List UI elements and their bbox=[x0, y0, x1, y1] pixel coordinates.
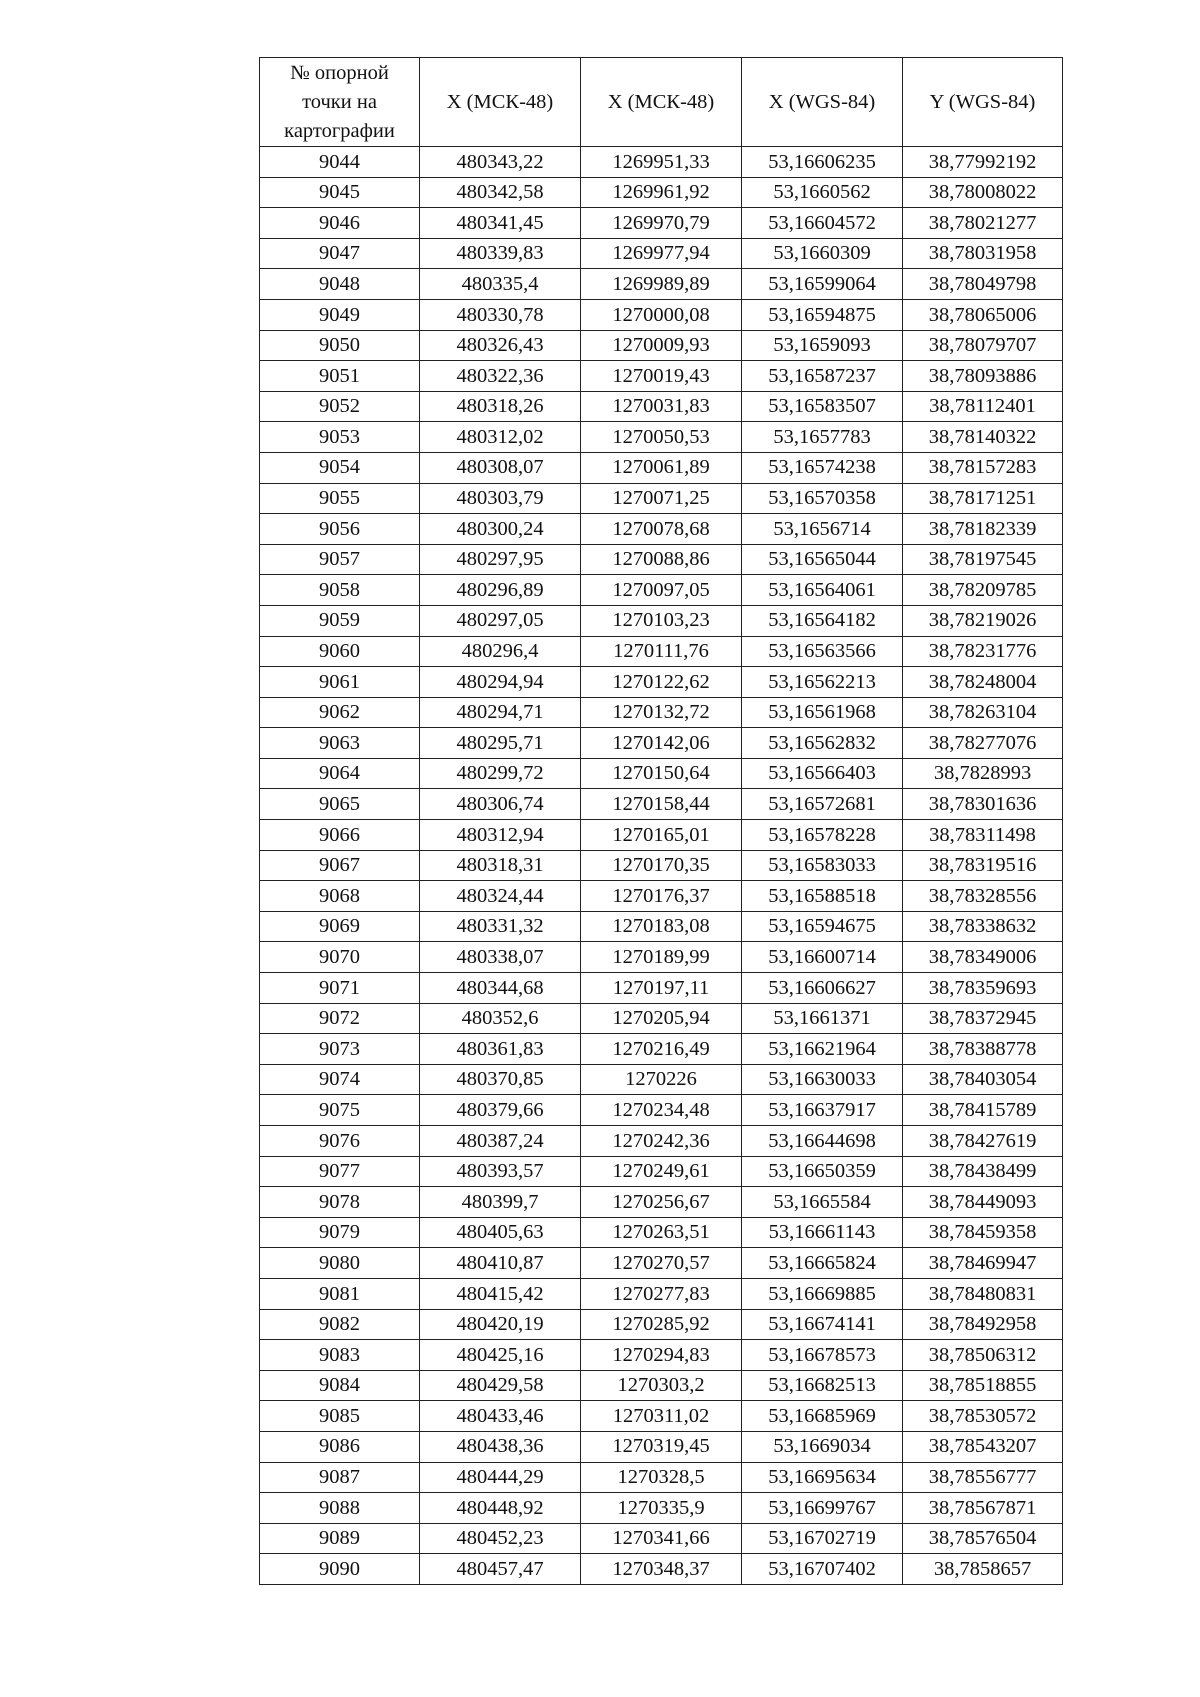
cell-x-msk48-second: 1270277,83 bbox=[581, 1278, 742, 1309]
cell-x-msk48: 480415,42 bbox=[420, 1278, 581, 1309]
cell-point-number: 9084 bbox=[260, 1370, 420, 1401]
cell-x-msk48: 480361,83 bbox=[420, 1034, 581, 1065]
cell-x-wgs84: 53,16594675 bbox=[742, 911, 903, 942]
cell-x-wgs84: 53,1660309 bbox=[742, 238, 903, 269]
cell-x-msk48: 480410,87 bbox=[420, 1248, 581, 1279]
cell-x-msk48: 480420,19 bbox=[420, 1309, 581, 1340]
header-point-number bbox=[260, 58, 420, 147]
cell-x-msk48: 480457,47 bbox=[420, 1554, 581, 1585]
cell-point-number: 9068 bbox=[260, 881, 420, 912]
cell-x-msk48: 480405,63 bbox=[420, 1217, 581, 1248]
table-row bbox=[260, 789, 1063, 820]
cell-x-wgs84: 53,1656714 bbox=[742, 514, 903, 545]
cell-y-wgs84: 38,78171251 bbox=[903, 483, 1063, 514]
table-row bbox=[260, 973, 1063, 1004]
cell-y-wgs84: 38,78530572 bbox=[903, 1401, 1063, 1432]
cell-point-number: 9050 bbox=[260, 330, 420, 361]
cell-y-wgs84: 38,78263104 bbox=[903, 697, 1063, 728]
cell-x-msk48: 480433,46 bbox=[420, 1401, 581, 1432]
table-row bbox=[260, 1554, 1063, 1585]
cell-point-number: 9087 bbox=[260, 1462, 420, 1493]
cell-y-wgs84: 38,78231776 bbox=[903, 636, 1063, 667]
cell-y-wgs84: 38,78556777 bbox=[903, 1462, 1063, 1493]
cell-x-msk48-second: 1270009,93 bbox=[581, 330, 742, 361]
cell-x-wgs84: 53,16604572 bbox=[742, 208, 903, 239]
cell-point-number: 9055 bbox=[260, 483, 420, 514]
cell-x-wgs84: 53,16563566 bbox=[742, 636, 903, 667]
cell-x-wgs84: 53,16661143 bbox=[742, 1217, 903, 1248]
cell-x-wgs84: 53,16699767 bbox=[742, 1493, 903, 1524]
cell-x-msk48-second: 1270071,25 bbox=[581, 483, 742, 514]
table-row bbox=[260, 361, 1063, 392]
cell-x-msk48-second: 1270132,72 bbox=[581, 697, 742, 728]
cell-y-wgs84: 38,78277076 bbox=[903, 728, 1063, 759]
cell-x-msk48-second: 1269961,92 bbox=[581, 177, 742, 208]
cell-x-wgs84: 53,16574238 bbox=[742, 452, 903, 483]
table-row bbox=[260, 728, 1063, 759]
cell-x-msk48: 480322,36 bbox=[420, 361, 581, 392]
cell-x-msk48: 480331,32 bbox=[420, 911, 581, 942]
cell-point-number: 9078 bbox=[260, 1187, 420, 1218]
cell-y-wgs84: 38,78049798 bbox=[903, 269, 1063, 300]
cell-y-wgs84: 38,78311498 bbox=[903, 820, 1063, 851]
cell-y-wgs84: 38,78415789 bbox=[903, 1095, 1063, 1126]
cell-x-msk48: 480344,68 bbox=[420, 973, 581, 1004]
cell-point-number: 9069 bbox=[260, 911, 420, 942]
header-row bbox=[260, 58, 1063, 147]
cell-x-msk48: 480297,05 bbox=[420, 605, 581, 636]
table-row bbox=[260, 330, 1063, 361]
cell-y-wgs84: 38,78518855 bbox=[903, 1370, 1063, 1401]
cell-x-msk48-second: 1269977,94 bbox=[581, 238, 742, 269]
table-row bbox=[260, 1095, 1063, 1126]
cell-point-number: 9082 bbox=[260, 1309, 420, 1340]
table-row bbox=[260, 1431, 1063, 1462]
cell-point-number: 9073 bbox=[260, 1034, 420, 1065]
cell-x-msk48: 480296,4 bbox=[420, 636, 581, 667]
table-row bbox=[260, 1126, 1063, 1157]
cell-x-msk48-second: 1270341,66 bbox=[581, 1523, 742, 1554]
table-row bbox=[260, 605, 1063, 636]
table-row bbox=[260, 1187, 1063, 1218]
cell-y-wgs84: 38,78182339 bbox=[903, 514, 1063, 545]
cell-point-number: 9065 bbox=[260, 789, 420, 820]
cell-x-msk48: 480339,83 bbox=[420, 238, 581, 269]
header-point-number-line-1: № опорной bbox=[290, 61, 389, 84]
cell-point-number: 9064 bbox=[260, 758, 420, 789]
table-row bbox=[260, 1370, 1063, 1401]
table-row bbox=[260, 514, 1063, 545]
table-header bbox=[260, 58, 1063, 147]
table-row bbox=[260, 881, 1063, 912]
cell-x-msk48-second: 1269989,89 bbox=[581, 269, 742, 300]
table-body bbox=[260, 147, 1063, 1585]
cell-y-wgs84: 38,78112401 bbox=[903, 391, 1063, 422]
cell-x-msk48-second: 1270165,01 bbox=[581, 820, 742, 851]
cell-x-msk48-second: 1270197,11 bbox=[581, 973, 742, 1004]
cell-x-msk48: 480438,36 bbox=[420, 1431, 581, 1462]
cell-point-number: 9048 bbox=[260, 269, 420, 300]
cell-y-wgs84: 38,78219026 bbox=[903, 605, 1063, 636]
cell-point-number: 9045 bbox=[260, 177, 420, 208]
cell-point-number: 9063 bbox=[260, 728, 420, 759]
cell-x-wgs84: 53,16644698 bbox=[742, 1126, 903, 1157]
cell-x-msk48-second: 1270319,45 bbox=[581, 1431, 742, 1462]
cell-y-wgs84: 38,77992192 bbox=[903, 147, 1063, 178]
cell-x-wgs84: 53,16702719 bbox=[742, 1523, 903, 1554]
cell-x-msk48-second: 1270176,37 bbox=[581, 881, 742, 912]
cell-y-wgs84: 38,78197545 bbox=[903, 544, 1063, 575]
cell-x-msk48-second: 1270328,5 bbox=[581, 1462, 742, 1493]
cell-y-wgs84: 38,78031958 bbox=[903, 238, 1063, 269]
table-row bbox=[260, 269, 1063, 300]
cell-x-msk48-second: 1270294,83 bbox=[581, 1340, 742, 1371]
cell-point-number: 9044 bbox=[260, 147, 420, 178]
cell-point-number: 9079 bbox=[260, 1217, 420, 1248]
cell-x-msk48-second: 1270249,61 bbox=[581, 1156, 742, 1187]
cell-x-wgs84: 53,16583507 bbox=[742, 391, 903, 422]
cell-x-msk48-second: 1270150,64 bbox=[581, 758, 742, 789]
cell-x-msk48-second: 1270019,43 bbox=[581, 361, 742, 392]
cell-y-wgs84: 38,78469947 bbox=[903, 1248, 1063, 1279]
table-row bbox=[260, 1462, 1063, 1493]
cell-y-wgs84: 38,78248004 bbox=[903, 667, 1063, 698]
cell-x-msk48: 480379,66 bbox=[420, 1095, 581, 1126]
table-row bbox=[260, 1493, 1063, 1524]
cell-point-number: 9074 bbox=[260, 1064, 420, 1095]
cell-x-msk48-second: 1269970,79 bbox=[581, 208, 742, 239]
cell-x-msk48: 480312,02 bbox=[420, 422, 581, 453]
cell-y-wgs84: 38,78079707 bbox=[903, 330, 1063, 361]
cell-x-msk48-second: 1270122,62 bbox=[581, 667, 742, 698]
cell-x-msk48-second: 1270189,99 bbox=[581, 942, 742, 973]
cell-x-wgs84: 53,16606627 bbox=[742, 973, 903, 1004]
cell-x-msk48-second: 1270234,48 bbox=[581, 1095, 742, 1126]
cell-point-number: 9089 bbox=[260, 1523, 420, 1554]
cell-y-wgs84: 38,78359693 bbox=[903, 973, 1063, 1004]
table-row bbox=[260, 1064, 1063, 1095]
cell-x-msk48: 480324,44 bbox=[420, 881, 581, 912]
cell-x-msk48-second: 1270088,86 bbox=[581, 544, 742, 575]
cell-point-number: 9090 bbox=[260, 1554, 420, 1585]
cell-x-msk48-second: 1270348,37 bbox=[581, 1554, 742, 1585]
cell-point-number: 9057 bbox=[260, 544, 420, 575]
cell-point-number: 9088 bbox=[260, 1493, 420, 1524]
cell-y-wgs84: 38,78492958 bbox=[903, 1309, 1063, 1340]
cell-point-number: 9060 bbox=[260, 636, 420, 667]
cell-x-msk48: 480342,58 bbox=[420, 177, 581, 208]
cell-point-number: 9081 bbox=[260, 1278, 420, 1309]
cell-x-msk48: 480341,45 bbox=[420, 208, 581, 239]
cell-x-msk48: 480312,94 bbox=[420, 820, 581, 851]
cell-point-number: 9070 bbox=[260, 942, 420, 973]
cell-y-wgs84: 38,7858657 bbox=[903, 1554, 1063, 1585]
cell-x-msk48: 480448,92 bbox=[420, 1493, 581, 1524]
cell-x-msk48-second: 1270170,35 bbox=[581, 850, 742, 881]
cell-x-msk48: 480300,24 bbox=[420, 514, 581, 545]
cell-point-number: 9066 bbox=[260, 820, 420, 851]
cell-x-msk48-second: 1270000,08 bbox=[581, 299, 742, 330]
cell-x-wgs84: 53,16561968 bbox=[742, 697, 903, 728]
cell-y-wgs84: 38,7828993 bbox=[903, 758, 1063, 789]
cell-x-msk48-second: 1270078,68 bbox=[581, 514, 742, 545]
table-row bbox=[260, 147, 1063, 178]
header-point-number-line-2: точки на bbox=[302, 90, 377, 113]
cell-x-msk48-second: 1269951,33 bbox=[581, 147, 742, 178]
cell-x-msk48-second: 1270183,08 bbox=[581, 911, 742, 942]
cell-x-msk48-second: 1270158,44 bbox=[581, 789, 742, 820]
cell-point-number: 9077 bbox=[260, 1156, 420, 1187]
cell-x-msk48-second: 1270050,53 bbox=[581, 422, 742, 453]
cell-x-wgs84: 53,16565044 bbox=[742, 544, 903, 575]
header-x-msk48-second: X (МСК-48) bbox=[581, 58, 742, 147]
cell-point-number: 9076 bbox=[260, 1126, 420, 1157]
cell-point-number: 9061 bbox=[260, 667, 420, 698]
cell-x-msk48: 480352,6 bbox=[420, 1003, 581, 1034]
cell-x-wgs84: 53,16600714 bbox=[742, 942, 903, 973]
cell-x-wgs84: 53,16707402 bbox=[742, 1554, 903, 1585]
cell-x-msk48-second: 1270242,36 bbox=[581, 1126, 742, 1157]
cell-y-wgs84: 38,78328556 bbox=[903, 881, 1063, 912]
cell-x-wgs84: 53,16570358 bbox=[742, 483, 903, 514]
cell-x-wgs84: 53,16669885 bbox=[742, 1278, 903, 1309]
cell-x-msk48: 480330,78 bbox=[420, 299, 581, 330]
cell-x-wgs84: 53,16665824 bbox=[742, 1248, 903, 1279]
cell-x-msk48-second: 1270205,94 bbox=[581, 1003, 742, 1034]
cell-point-number: 9053 bbox=[260, 422, 420, 453]
cell-x-msk48: 480452,23 bbox=[420, 1523, 581, 1554]
header-x-msk48: X (МСК-48) bbox=[420, 58, 581, 147]
cell-point-number: 9059 bbox=[260, 605, 420, 636]
cell-x-wgs84: 53,1669034 bbox=[742, 1431, 903, 1462]
cell-x-msk48: 480294,71 bbox=[420, 697, 581, 728]
cell-x-msk48-second: 1270031,83 bbox=[581, 391, 742, 422]
cell-x-wgs84: 53,16599064 bbox=[742, 269, 903, 300]
table-row bbox=[260, 942, 1063, 973]
cell-point-number: 9071 bbox=[260, 973, 420, 1004]
cell-point-number: 9052 bbox=[260, 391, 420, 422]
cell-point-number: 9047 bbox=[260, 238, 420, 269]
table-row bbox=[260, 1309, 1063, 1340]
cell-x-msk48: 480299,72 bbox=[420, 758, 581, 789]
cell-x-msk48-second: 1270303,2 bbox=[581, 1370, 742, 1401]
cell-y-wgs84: 38,78427619 bbox=[903, 1126, 1063, 1157]
cell-point-number: 9058 bbox=[260, 575, 420, 606]
cell-point-number: 9046 bbox=[260, 208, 420, 239]
table-row bbox=[260, 299, 1063, 330]
cell-x-wgs84: 53,1661371 bbox=[742, 1003, 903, 1034]
cell-x-msk48-second: 1270263,51 bbox=[581, 1217, 742, 1248]
cell-y-wgs84: 38,78506312 bbox=[903, 1340, 1063, 1371]
cell-y-wgs84: 38,78403054 bbox=[903, 1064, 1063, 1095]
cell-x-msk48-second: 1270285,92 bbox=[581, 1309, 742, 1340]
cell-x-msk48: 480343,22 bbox=[420, 147, 581, 178]
cell-x-msk48: 480338,07 bbox=[420, 942, 581, 973]
table-row bbox=[260, 667, 1063, 698]
cell-x-wgs84: 53,16562832 bbox=[742, 728, 903, 759]
table-row bbox=[260, 544, 1063, 575]
cell-y-wgs84: 38,78567871 bbox=[903, 1493, 1063, 1524]
table-row bbox=[260, 391, 1063, 422]
cell-y-wgs84: 38,78480831 bbox=[903, 1278, 1063, 1309]
header-point-number-line-3: картографии bbox=[284, 119, 395, 142]
cell-x-wgs84: 53,16621964 bbox=[742, 1034, 903, 1065]
table-row bbox=[260, 1003, 1063, 1034]
cell-x-msk48-second: 1270111,76 bbox=[581, 636, 742, 667]
cell-x-wgs84: 53,16564061 bbox=[742, 575, 903, 606]
table-row bbox=[260, 1401, 1063, 1432]
cell-x-msk48: 480370,85 bbox=[420, 1064, 581, 1095]
table-row bbox=[260, 1523, 1063, 1554]
cell-x-wgs84: 53,16578228 bbox=[742, 820, 903, 851]
cell-x-msk48: 480294,94 bbox=[420, 667, 581, 698]
cell-x-wgs84: 53,16637917 bbox=[742, 1095, 903, 1126]
cell-point-number: 9056 bbox=[260, 514, 420, 545]
table-row bbox=[260, 1248, 1063, 1279]
table-row bbox=[260, 758, 1063, 789]
cell-x-msk48: 480429,58 bbox=[420, 1370, 581, 1401]
cell-x-wgs84: 53,1665584 bbox=[742, 1187, 903, 1218]
cell-x-msk48-second: 1270226 bbox=[581, 1064, 742, 1095]
cell-x-msk48-second: 1270256,67 bbox=[581, 1187, 742, 1218]
cell-x-wgs84: 53,16630033 bbox=[742, 1064, 903, 1095]
table-row bbox=[260, 238, 1063, 269]
cell-y-wgs84: 38,78388778 bbox=[903, 1034, 1063, 1065]
cell-x-msk48-second: 1270335,9 bbox=[581, 1493, 742, 1524]
cell-x-wgs84: 53,16562213 bbox=[742, 667, 903, 698]
cell-point-number: 9086 bbox=[260, 1431, 420, 1462]
cell-x-msk48-second: 1270216,49 bbox=[581, 1034, 742, 1065]
table-row bbox=[260, 697, 1063, 728]
header-x-wgs84: X (WGS-84) bbox=[742, 58, 903, 147]
cell-point-number: 9072 bbox=[260, 1003, 420, 1034]
cell-x-msk48: 480318,31 bbox=[420, 850, 581, 881]
cell-y-wgs84: 38,78140322 bbox=[903, 422, 1063, 453]
cell-y-wgs84: 38,78157283 bbox=[903, 452, 1063, 483]
cell-point-number: 9051 bbox=[260, 361, 420, 392]
table-row bbox=[260, 1278, 1063, 1309]
table-row bbox=[260, 177, 1063, 208]
cell-x-wgs84: 53,16588518 bbox=[742, 881, 903, 912]
cell-x-msk48: 480303,79 bbox=[420, 483, 581, 514]
cell-point-number: 9080 bbox=[260, 1248, 420, 1279]
cell-x-msk48: 480387,24 bbox=[420, 1126, 581, 1157]
cell-x-wgs84: 53,16606235 bbox=[742, 147, 903, 178]
cell-x-msk48-second: 1270311,02 bbox=[581, 1401, 742, 1432]
cell-y-wgs84: 38,78093886 bbox=[903, 361, 1063, 392]
cell-y-wgs84: 38,78008022 bbox=[903, 177, 1063, 208]
cell-point-number: 9054 bbox=[260, 452, 420, 483]
cell-x-wgs84: 53,16594875 bbox=[742, 299, 903, 330]
cell-point-number: 9049 bbox=[260, 299, 420, 330]
cell-x-wgs84: 53,16695634 bbox=[742, 1462, 903, 1493]
cell-x-msk48: 480306,74 bbox=[420, 789, 581, 820]
cell-y-wgs84: 38,78372945 bbox=[903, 1003, 1063, 1034]
table-row bbox=[260, 820, 1063, 851]
table-row bbox=[260, 1034, 1063, 1065]
cell-x-wgs84: 53,1659093 bbox=[742, 330, 903, 361]
cell-x-wgs84: 53,16583033 bbox=[742, 850, 903, 881]
cell-y-wgs84: 38,78459358 bbox=[903, 1217, 1063, 1248]
cell-x-msk48: 480295,71 bbox=[420, 728, 581, 759]
cell-x-msk48-second: 1270270,57 bbox=[581, 1248, 742, 1279]
table-row bbox=[260, 575, 1063, 606]
table-row bbox=[260, 1340, 1063, 1371]
cell-x-wgs84: 53,16682513 bbox=[742, 1370, 903, 1401]
cell-x-msk48: 480399,7 bbox=[420, 1187, 581, 1218]
cell-y-wgs84: 38,78449093 bbox=[903, 1187, 1063, 1218]
cell-x-wgs84: 53,16685969 bbox=[742, 1401, 903, 1432]
cell-x-wgs84: 53,16650359 bbox=[742, 1156, 903, 1187]
cell-y-wgs84: 38,78543207 bbox=[903, 1431, 1063, 1462]
cell-x-wgs84: 53,16566403 bbox=[742, 758, 903, 789]
cell-x-wgs84: 53,16564182 bbox=[742, 605, 903, 636]
cell-point-number: 9067 bbox=[260, 850, 420, 881]
table-row bbox=[260, 911, 1063, 942]
cell-x-msk48-second: 1270097,05 bbox=[581, 575, 742, 606]
cell-y-wgs84: 38,78301636 bbox=[903, 789, 1063, 820]
cell-y-wgs84: 38,78021277 bbox=[903, 208, 1063, 239]
table-row bbox=[260, 422, 1063, 453]
cell-x-msk48: 480318,26 bbox=[420, 391, 581, 422]
table-row bbox=[260, 850, 1063, 881]
cell-y-wgs84: 38,78349006 bbox=[903, 942, 1063, 973]
cell-x-msk48: 480444,29 bbox=[420, 1462, 581, 1493]
cell-x-wgs84: 53,16572681 bbox=[742, 789, 903, 820]
table-row bbox=[260, 636, 1063, 667]
cell-point-number: 9085 bbox=[260, 1401, 420, 1432]
cell-x-wgs84: 53,16678573 bbox=[742, 1340, 903, 1371]
cell-y-wgs84: 38,78576504 bbox=[903, 1523, 1063, 1554]
cell-x-wgs84: 53,1657783 bbox=[742, 422, 903, 453]
cell-x-wgs84: 53,16587237 bbox=[742, 361, 903, 392]
cell-x-msk48-second: 1270061,89 bbox=[581, 452, 742, 483]
cell-x-msk48: 480296,89 bbox=[420, 575, 581, 606]
cell-x-msk48: 480425,16 bbox=[420, 1340, 581, 1371]
coordinates-table bbox=[259, 57, 1063, 1585]
cell-point-number: 9083 bbox=[260, 1340, 420, 1371]
header-y-wgs84: Y (WGS-84) bbox=[903, 58, 1063, 147]
table-row bbox=[260, 483, 1063, 514]
cell-x-msk48-second: 1270103,23 bbox=[581, 605, 742, 636]
cell-x-msk48-second: 1270142,06 bbox=[581, 728, 742, 759]
table-row bbox=[260, 1217, 1063, 1248]
cell-x-wgs84: 53,1660562 bbox=[742, 177, 903, 208]
cell-x-msk48: 480335,4 bbox=[420, 269, 581, 300]
cell-y-wgs84: 38,78338632 bbox=[903, 911, 1063, 942]
cell-point-number: 9062 bbox=[260, 697, 420, 728]
table-row bbox=[260, 452, 1063, 483]
cell-x-msk48: 480326,43 bbox=[420, 330, 581, 361]
cell-y-wgs84: 38,78319516 bbox=[903, 850, 1063, 881]
table-row bbox=[260, 1156, 1063, 1187]
cell-x-msk48: 480308,07 bbox=[420, 452, 581, 483]
cell-y-wgs84: 38,78209785 bbox=[903, 575, 1063, 606]
cell-x-wgs84: 53,16674141 bbox=[742, 1309, 903, 1340]
cell-y-wgs84: 38,78065006 bbox=[903, 299, 1063, 330]
cell-point-number: 9075 bbox=[260, 1095, 420, 1126]
cell-x-msk48: 480393,57 bbox=[420, 1156, 581, 1187]
cell-y-wgs84: 38,78438499 bbox=[903, 1156, 1063, 1187]
table-row bbox=[260, 208, 1063, 239]
cell-x-msk48: 480297,95 bbox=[420, 544, 581, 575]
